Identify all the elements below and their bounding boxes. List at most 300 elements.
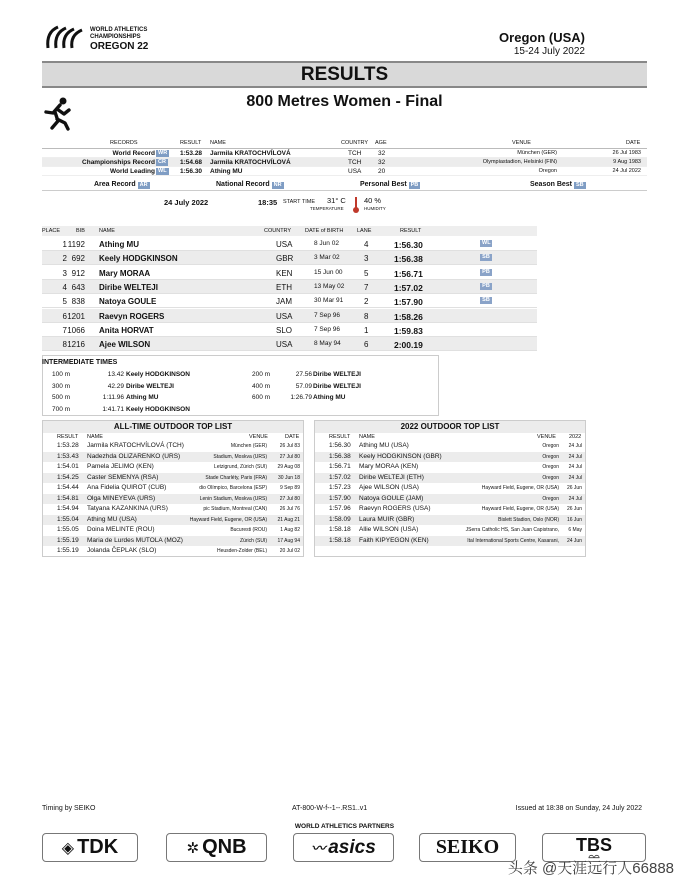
record-age: 32 [378, 149, 386, 157]
record-name: Athing MU [210, 167, 243, 175]
result: 1:53.43 [57, 452, 79, 460]
athlete: Maria de Lurdes MUTOLA (MOZ) [87, 536, 183, 544]
athlete-name: Diribe WELTEJI [99, 282, 158, 292]
athlete: Pamela JELIMO (KEN) [87, 463, 154, 470]
athlete-name: Keely HODGKINSON [99, 254, 178, 264]
result: 1:56.71 [329, 463, 351, 470]
date: 26 Jul 76 [279, 506, 300, 512]
partners-label: WORLD ATHLETICS PARTNERS [294, 823, 395, 830]
legend-label: National Record [216, 181, 270, 188]
record-name: Jarmila KRATOCHVÍLOVÁ [210, 158, 291, 166]
toplist-2022 [314, 420, 586, 557]
date-of-birth: 7 Sep 96 [314, 325, 341, 333]
legend-area-record [94, 181, 150, 189]
alltime-row [43, 515, 303, 526]
athlete: Allie WILSON (USA) [359, 526, 419, 533]
alltime-row [43, 483, 303, 494]
sponsor-seiko-logo [419, 833, 516, 862]
result: 1:55.19 [57, 536, 79, 544]
date: 30 Jun 18 [278, 474, 300, 481]
result-row [42, 309, 537, 323]
bib: 1216 [67, 340, 85, 350]
result-time: 2:00.19 [394, 340, 423, 351]
athlete: Keely HODGKINSON (GBR) [359, 452, 442, 460]
record-name: Jarmila KRATOCHVÍLOVÁ [210, 149, 291, 157]
split-time: 1:11.96 [102, 394, 124, 401]
result: 1:57.02 [329, 473, 351, 481]
split-leader: Athing MU [126, 394, 159, 401]
athlete: Jolanda ČEPLAK (SLO) [87, 547, 157, 554]
bib: 1066 [67, 325, 85, 335]
athlete: Raevyn ROGERS (USA) [359, 505, 431, 512]
result: 1:55.05 [57, 526, 79, 533]
sponsor-qnb-logo [166, 833, 267, 862]
date: 26 Jun [566, 485, 582, 491]
result-row [42, 280, 537, 294]
athlete: Ajee WILSON (USA) [359, 484, 419, 491]
intermediate-row [252, 394, 432, 404]
lane: 2 [364, 297, 369, 307]
alltime-row [43, 452, 303, 463]
place: 1 [62, 240, 67, 249]
athlete: Nadezhda OLIZARENKO (URS) [87, 452, 181, 460]
venue: Letzigrund, Zürich (SUI) [213, 464, 267, 470]
bib: 912 [71, 268, 85, 278]
col-lane: LANE [357, 228, 372, 234]
sponsor-name: asics [328, 836, 376, 858]
venue: Hayward Field, Eugene, OR (USA) [189, 516, 267, 523]
record-code-badge: WR [158, 149, 168, 156]
date: 24 Jun [566, 537, 582, 544]
lane: 4 [364, 240, 369, 249]
col-result: RESULT [180, 140, 202, 146]
col-date: 2022 [569, 434, 582, 440]
date: 24 Jul [568, 453, 582, 460]
col-date: DATE [626, 140, 641, 146]
athlete-name: Ajee WILSON [99, 340, 151, 350]
result-time: 1:57.90 [394, 297, 423, 308]
alltime-title: ALL-TIME OUTDOOR TOP LIST [43, 421, 303, 433]
record-result: 1:56.30 [180, 167, 203, 175]
sponsor-tdk-logo [42, 833, 138, 862]
issued-time: Issued at 18:38 on Sunday, 24 July 2022 [515, 805, 642, 812]
date: 26 Jul 83 [279, 443, 300, 449]
country: USA [276, 240, 293, 249]
athlete: Olga MINEYEVA (URS) [87, 494, 156, 502]
legend-label: Area Record [94, 181, 136, 188]
legend-national-record [216, 181, 284, 189]
sponsor-tbs-eye-icon: ⌓⌓ [588, 852, 600, 860]
document-code: AT-800-W-f--1--.RS1..v1 [292, 805, 368, 812]
result: 1:54.81 [57, 494, 79, 502]
record-label: Championships Record [82, 158, 155, 166]
result: 1:57.23 [329, 484, 351, 491]
toplist-2022-row [315, 483, 585, 494]
race-date: 24 July 2022 [164, 198, 209, 207]
bib: 1192 [67, 240, 85, 249]
alltime-row [43, 462, 303, 473]
result: 1:54.44 [57, 484, 79, 491]
logo-line: OREGON 22 [90, 41, 149, 52]
result: 1:55.19 [57, 547, 79, 554]
athlete: Natoya GOULE (JAM) [359, 494, 424, 502]
split-leader: Diribe WELTEJI [126, 382, 174, 390]
col-name: NAME [99, 228, 115, 234]
date-of-birth: 7 Sep 96 [314, 311, 341, 319]
result: 1:53.28 [57, 442, 79, 449]
result: 1:58.18 [329, 536, 351, 544]
record-code-badge: CR [158, 158, 166, 165]
country: KEN [276, 268, 293, 278]
intermediate-row [42, 394, 242, 404]
record-label: World Record [112, 149, 155, 157]
venue: Oregon [542, 443, 559, 449]
lane: 7 [364, 282, 369, 292]
athlete: Ana Fidelia QUIROT (CUB) [87, 484, 167, 491]
record-label: World Leading [109, 167, 155, 175]
record-code-badge: WL [158, 167, 167, 174]
col-dob: DATE of BIRTH [305, 228, 344, 234]
toplist-2022-row [315, 504, 585, 515]
athlete: Laura MUIR (GBR) [359, 515, 415, 523]
venue: dio Olímpico, Barcelona (ESP) [199, 485, 267, 491]
result: 1:54.01 [57, 463, 79, 470]
col-venue: VENUE [537, 434, 556, 440]
toplist-2022-row [315, 441, 585, 452]
venue: Hayward Field, Eugene, OR (USA) [481, 506, 559, 512]
sponsor-asics-logo [293, 833, 394, 862]
split-time: 27.56 [295, 371, 312, 378]
result-time: 1:58.26 [394, 311, 423, 322]
mark-badge: WL [482, 240, 491, 246]
date: 24 Jul [568, 443, 582, 449]
date-of-birth: 8 Jun 02 [314, 240, 339, 247]
venue: pic Stadium, Montreal (CAN) [203, 506, 267, 512]
col-place: PLACE [42, 228, 61, 234]
toplist-2022-row [315, 494, 585, 505]
mark-badge: SB [480, 297, 492, 304]
athlete: Doina MELINTE (ROU) [87, 526, 155, 533]
temperature-value: 31° C [327, 196, 346, 205]
split-distance: 300 m [52, 382, 71, 390]
result: 1:58.18 [329, 526, 351, 533]
result: 1:54.94 [57, 505, 79, 512]
toplist-2022-title: 2022 OUTDOOR TOP LIST [315, 421, 585, 433]
intermediate-row [42, 383, 242, 393]
venue: Oregon [542, 474, 559, 481]
result: 1:56.38 [329, 452, 351, 460]
alltime-top-list [42, 420, 304, 557]
athlete: Mary MORAA (KEN) [359, 463, 419, 470]
legend-badge: SB [575, 182, 584, 188]
record-date: 9 Aug 1983 [613, 159, 641, 165]
record-row [42, 149, 647, 158]
date: 21 Aug 21 [277, 516, 300, 523]
watermark: 头条 @天涯远行人66888 [507, 860, 674, 877]
date: 16 Jun [566, 516, 582, 523]
split-leader: Athing MU [313, 394, 346, 401]
toplist-2022-rows [315, 441, 585, 546]
result-row [42, 323, 537, 337]
athlete: Faith KIPYEGON (KEN) [359, 536, 429, 544]
date: 29 Aug 08 [277, 464, 300, 470]
toplist-2022-row [315, 525, 585, 536]
col-result: RESULT [57, 434, 79, 440]
col-country: COUNTRY [341, 140, 369, 146]
split-time: 57.09 [295, 382, 312, 390]
mark-badge: PB [480, 283, 492, 290]
date-of-birth: 13 May 02 [314, 282, 345, 290]
record-age: 20 [378, 167, 386, 175]
alltime-row [43, 441, 303, 452]
bib: 1201 [67, 311, 85, 321]
bib: 643 [71, 282, 85, 292]
record-date: 26 Jul 1983 [612, 150, 641, 156]
venue: Oregon [542, 495, 559, 502]
venue: Zürich (SUI) [240, 537, 267, 544]
date: 17 Aug 94 [277, 537, 300, 544]
result-time: 1:56.30 [394, 240, 423, 250]
col-name: NAME [87, 434, 103, 440]
col-result: RESULT [400, 228, 422, 234]
intermediate-row [42, 406, 242, 416]
col-result: RESULT [329, 434, 351, 440]
championships-logo [44, 24, 184, 54]
result-time: 1:59.83 [394, 325, 423, 336]
lane: 3 [364, 254, 369, 264]
athlete: Jarmila KRATOCHVÍLOVÁ (TCH) [87, 442, 184, 449]
result: 1:58.09 [329, 515, 351, 523]
athlete: Caster SEMENYA (RSA) [87, 473, 159, 481]
record-date: 24 Jul 2022 [612, 168, 641, 174]
date-of-birth: 15 Jun 00 [314, 268, 343, 276]
col-venue: VENUE [249, 434, 268, 440]
record-row [42, 158, 647, 167]
split-distance: 100 m [52, 371, 71, 378]
record-country: TCH [348, 158, 362, 166]
alltime-row [43, 504, 303, 515]
split-time: 42.29 [107, 382, 124, 390]
sponsor-tdk-icon: ◈ [61, 839, 75, 857]
athlete: Tatyana KAZANKINA (URS) [87, 505, 168, 512]
split-distance: 700 m [52, 405, 71, 413]
timing-credit: Timing by SEIKO [42, 805, 96, 812]
record-country: USA [348, 167, 362, 175]
venue-title: Oregon (USA) [499, 30, 585, 45]
alltime-header [43, 433, 303, 441]
venue: Bucuresti (ROU) [230, 527, 267, 533]
date: 24 Jul [568, 464, 582, 470]
bib: 692 [71, 254, 85, 264]
country: USA [276, 311, 293, 321]
country: ETH [276, 282, 292, 292]
date: 1 Aug 82 [280, 527, 300, 533]
place: 7 [62, 325, 67, 335]
alltime-row [43, 473, 303, 484]
col-bib: BIB [76, 228, 85, 234]
records-table [42, 148, 647, 176]
sponsor-name: TDK [77, 836, 119, 858]
logo-line: WORLD ATHLETICS [90, 27, 148, 33]
place: 4 [62, 282, 67, 292]
legend-label: Personal Best [360, 181, 407, 188]
intermediate-times-title: INTERMEDIATE TIMES [42, 359, 118, 366]
record-venue: Oregon [538, 168, 557, 174]
athlete-name: Natoya GOULE [99, 297, 157, 307]
lane: 6 [364, 340, 369, 350]
record-result: 1:54.68 [180, 158, 203, 166]
place: 5 [62, 297, 67, 307]
result-time: 1:56.71 [394, 268, 423, 279]
col-country: COUNTRY [264, 228, 292, 234]
lane: 1 [364, 325, 369, 335]
split-distance: 500 m [52, 394, 71, 401]
result: 1:56.30 [329, 442, 351, 449]
split-time: 1:41.71 [102, 405, 124, 413]
col-date: DATE [285, 434, 300, 440]
record-venue: München (GER) [517, 150, 557, 156]
date: 27 Jul 80 [279, 495, 300, 502]
sponsor-name: TBS [576, 834, 612, 855]
result-row [42, 294, 537, 308]
result-row [42, 337, 537, 351]
venue: Heusden-Zolder (BEL) [216, 548, 267, 554]
col-name: NAME [210, 140, 226, 146]
page-title: RESULTS [42, 61, 647, 88]
legend-label: Season Best [530, 181, 573, 188]
place: 2 [62, 254, 67, 264]
col-records: RECORDS [110, 140, 138, 146]
split-distance: 400 m [252, 382, 271, 390]
venue: Stadium, Moskva (URS) [213, 453, 267, 460]
date: 20 Jul 02 [279, 548, 300, 554]
humidity-label: HUMIDITY [364, 206, 386, 211]
country: USA [276, 340, 293, 350]
venue: Stade Charléty, Paris (FRA) [205, 474, 267, 481]
venue: Ital International Sports Centre, Kasarani, [467, 537, 559, 544]
toplist-2022-row [315, 452, 585, 463]
results-header [42, 226, 537, 236]
split-leader: Diribe WELTEJI [313, 371, 361, 378]
legend-season-best [530, 181, 586, 189]
toplist-2022-row [315, 473, 585, 484]
temperature-label: TEMPERATURE [310, 206, 344, 211]
athlete-name: Anita HORVAT [99, 325, 154, 335]
athlete-name: Athing MU [99, 240, 139, 249]
record-row [42, 167, 647, 176]
venue: Lenin Stadium, Moskva (URS) [199, 495, 267, 502]
split-leader: Diribe WELTEJI [313, 382, 361, 390]
venue: Oregon [542, 453, 559, 460]
alltime-row [43, 546, 303, 557]
sponsor-asics-icon: 〰 [311, 839, 326, 856]
intermediate-row [42, 371, 242, 381]
record-legend [42, 181, 647, 191]
venue: JSerra Catholic HS, San Juan Capistrano, [465, 527, 559, 533]
date: 27 Jul 80 [279, 453, 300, 460]
result: 1:57.90 [329, 494, 351, 502]
date: 24 Jul [568, 474, 582, 481]
intermediate-row [252, 383, 432, 393]
sponsor-name: QNB [202, 836, 247, 858]
result-time: 1:56.38 [394, 254, 423, 265]
legend-badge: PB [410, 182, 419, 188]
toplist-2022-row [315, 515, 585, 526]
result: 1:57.96 [329, 505, 351, 512]
lane: 8 [364, 311, 369, 321]
sponsor-qnb-icon: ✲ [186, 839, 200, 857]
alltime-row [43, 494, 303, 505]
alltime-row [43, 536, 303, 547]
col-age: AGE [375, 140, 387, 146]
athlete-name: Mary MORAA [99, 268, 151, 278]
result: 1:54.25 [57, 473, 79, 481]
country: JAM [276, 297, 292, 307]
sponsor-name: SEIKO [435, 836, 500, 858]
athlete: Athing MU (USA) [87, 515, 137, 523]
record-age: 32 [378, 158, 386, 166]
date-of-birth: 8 May 94 [314, 340, 341, 348]
championship-dates: 15-24 July 2022 [513, 46, 585, 57]
bib: 838 [71, 297, 85, 307]
country: SLO [276, 325, 293, 335]
records-header [42, 140, 647, 147]
place: 3 [62, 268, 67, 278]
legend-badge: AR [139, 182, 148, 188]
mark-badge: SB [480, 254, 492, 261]
toplist-2022-row [315, 536, 585, 547]
date-of-birth: 30 Mar 91 [314, 297, 344, 305]
split-leader: Keely HODGKINSON [126, 405, 190, 413]
venue: Hayward Field, Eugene, OR (USA) [481, 485, 559, 491]
athlete: Diribe WELTEJI (ETH) [359, 473, 424, 481]
date: 24 Jul [568, 495, 582, 502]
thermometer-icon [353, 196, 359, 214]
date: 9 Sep 89 [279, 485, 300, 491]
date: 6 May [568, 527, 582, 533]
start-time-label: START TIME [283, 199, 315, 205]
mark-badge: PB [480, 269, 492, 276]
intermediate-row [252, 371, 432, 381]
split-time: 13.42 [107, 371, 124, 378]
venue: Oregon [542, 464, 559, 470]
record-venue: Olympiastadion, Helsinki (FIN) [482, 159, 557, 165]
col-name: NAME [359, 434, 375, 440]
result-row [42, 237, 537, 251]
logo-line: CHAMPIONSHIPS [90, 34, 141, 40]
split-leader: Keely HODGKINSON [126, 371, 190, 378]
logo-text [90, 27, 148, 52]
country: GBR [276, 254, 294, 264]
athlete-name: Raevyn ROGERS [99, 311, 165, 321]
date: 26 Jun [566, 506, 582, 512]
result-row [42, 251, 537, 265]
legend-badge: NR [273, 182, 282, 188]
split-distance: 200 m [252, 371, 271, 378]
legend-personal-best [360, 181, 420, 189]
logo-rings-icon [44, 24, 88, 52]
alltime-row [43, 525, 303, 536]
split-time: 1:26.79 [290, 394, 312, 401]
athlete: Athing MU (USA) [359, 442, 409, 449]
result: 1:55.04 [57, 515, 79, 523]
toplist-2022-row [315, 462, 585, 473]
start-time: 18:35 [258, 198, 278, 207]
venue: Bislett Stadion, Oslo (NOR) [498, 516, 559, 523]
split-distance: 600 m [252, 394, 271, 401]
lane: 5 [364, 268, 369, 278]
alltime-rows [43, 441, 303, 557]
